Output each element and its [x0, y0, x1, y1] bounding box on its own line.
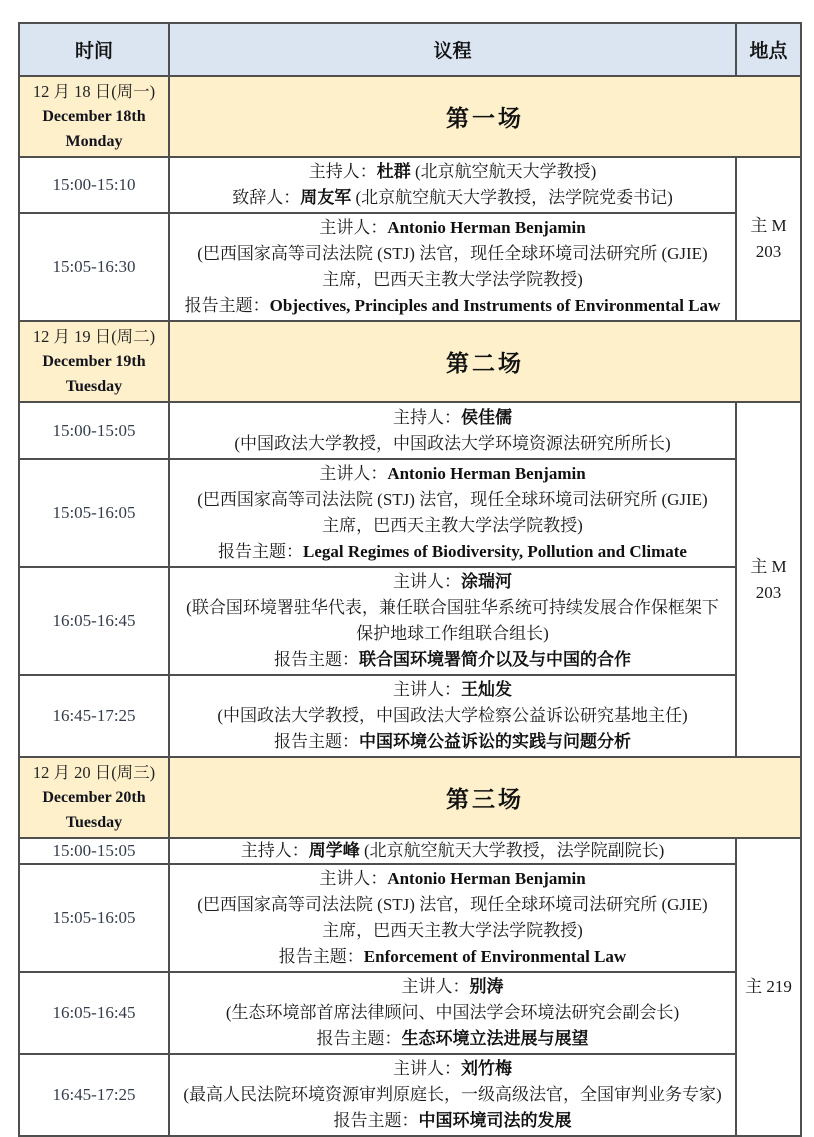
location-line: 主 219: [745, 977, 792, 996]
agenda-line: [176, 729, 729, 755]
table-row: [19, 838, 801, 864]
time-cell: 15:05-16:30: [19, 213, 169, 321]
agenda-line: [176, 1082, 729, 1108]
agenda-line: [176, 703, 729, 729]
text-segment: 报告主题：: [184, 296, 270, 315]
location-line: 203: [755, 242, 782, 261]
report-topic: 中国环境司法的发展: [418, 1111, 572, 1130]
text-segment: (北京航空航天大学教授): [410, 162, 597, 181]
location-cell: [736, 402, 801, 757]
agenda-line: [176, 1000, 729, 1026]
speaker-name: 涂瑞河: [461, 572, 512, 591]
text-segment: (联合国环境署驻华代表，兼任联合国驻华系统可持续发展合作保框架下: [186, 598, 719, 617]
time-cell: 15:00-15:05: [19, 402, 169, 459]
text-segment: 主持人：: [240, 841, 309, 860]
text-segment: (北京航空航天大学教授，法学院党委书记): [351, 188, 673, 207]
agenda-line: [176, 267, 729, 293]
text-segment: 报告主题：: [274, 650, 359, 669]
text-segment: 报告主题：: [278, 947, 364, 966]
agenda-line: [176, 185, 729, 211]
speaker-name: Antonio Herman Benjamin: [387, 218, 586, 237]
report-topic: 联合国环境署简介以及与中国的合作: [359, 650, 631, 669]
table-row: [19, 157, 801, 213]
speaker-name: 周学峰: [308, 841, 360, 860]
date-chinese: 12 月 19 日(周二): [32, 327, 156, 346]
table-row: [19, 459, 801, 567]
agenda-line: [176, 241, 729, 267]
agenda-line: [176, 974, 729, 1000]
date-english: December 19th: [42, 353, 146, 370]
date-chinese: 12 月 18 日(周一): [32, 82, 156, 101]
session-title: 第一场: [446, 106, 524, 131]
location-cell: [736, 838, 801, 1136]
agenda-cell: [169, 567, 736, 675]
report-topic: Enforcement of Environmental Law: [363, 947, 627, 966]
date-weekday: Tuesday: [65, 378, 123, 395]
agenda-line: [176, 918, 729, 944]
text-segment: 主席，巴西天主教大学法学院教授): [322, 270, 583, 289]
table-row: [19, 972, 801, 1054]
speaker-name: 王灿发: [461, 680, 512, 699]
header-row: [19, 23, 801, 76]
speaker-name: 别涛: [469, 977, 504, 996]
agenda-line: [176, 1108, 729, 1134]
date-cell: [19, 76, 169, 157]
time-cell: 16:05-16:45: [19, 972, 169, 1054]
text-segment: 保护地球工作组联合组长): [356, 624, 549, 643]
time-cell: 16:45-17:25: [19, 1054, 169, 1136]
text-segment: (最高人民法院环境资源审判原庭长，一级高级法官，全国审判业务专家): [183, 1085, 722, 1104]
agenda-line: [176, 431, 729, 457]
text-segment: (中国政法大学教授，中国政法大学检察公益诉讼研究基地主任): [217, 706, 688, 725]
time-cell: 15:00-15:05: [19, 838, 169, 864]
text-segment: 报告主题：: [316, 1029, 402, 1048]
time-cell: 16:05-16:45: [19, 567, 169, 675]
schedule-table: [18, 22, 802, 1137]
location-line: 主 M: [750, 556, 787, 576]
text-segment: 主持人：: [393, 407, 461, 427]
time-cell: 15:00-15:10: [19, 157, 169, 213]
agenda-line: [176, 215, 729, 241]
date-chinese: 12 月 20 日(周三): [32, 763, 156, 782]
agenda-line: [176, 621, 729, 647]
table-row: [19, 864, 801, 972]
agenda-line: [176, 677, 729, 703]
agenda-cell: [169, 1054, 736, 1136]
speaker-name: 周友军: [300, 188, 352, 207]
text-segment: 主讲人：: [393, 572, 461, 591]
speaker-name: Antonio Herman Benjamin: [387, 464, 586, 483]
date-cell: [19, 757, 169, 838]
agenda-cell: [169, 675, 736, 757]
agenda-cell: [169, 972, 736, 1054]
text-segment: 主讲人：: [319, 869, 388, 888]
text-segment: 主持人：: [308, 162, 377, 181]
location-cell: [736, 157, 801, 321]
text-segment: 报告主题：: [218, 542, 304, 561]
agenda-line: [176, 1026, 729, 1052]
col-header-time: 时间: [19, 23, 169, 76]
agenda-line: [176, 866, 729, 892]
text-segment: 主讲人：: [393, 1059, 461, 1078]
time-cell: 16:45-17:25: [19, 675, 169, 757]
agenda-line: [176, 461, 729, 487]
report-topic: 生态环境立法进展与展望: [401, 1029, 589, 1048]
location-line: 203: [755, 582, 782, 602]
report-topic: Legal Regimes of Biodiversity, Pollution and Climate: [303, 542, 687, 561]
session-title-cell: [169, 757, 801, 838]
text-segment: (北京航空航天大学教授，法学院副院长): [359, 841, 665, 860]
table-row: [19, 567, 801, 675]
section-header-row: [19, 757, 801, 838]
table-row: [19, 1054, 801, 1136]
text-segment: 主席，巴西天主教大学法学院教授): [322, 516, 583, 535]
text-segment: 致辞人：: [232, 188, 301, 207]
agenda-line: [176, 647, 729, 673]
session-title: 第三场: [446, 787, 524, 812]
time-cell: 15:05-16:05: [19, 459, 169, 567]
speaker-name: 侯佳儒: [461, 407, 512, 427]
date-weekday: Monday: [65, 133, 123, 150]
agenda-line: [176, 1056, 729, 1082]
report-topic: 中国环境公益诉讼的实践与问题分析: [359, 732, 631, 751]
text-segment: 报告主题：: [333, 1111, 419, 1130]
session-title-cell: [169, 321, 801, 402]
agenda-line: [176, 892, 729, 918]
agenda-line: [176, 293, 729, 319]
speaker-name: 杜群: [376, 162, 411, 181]
text-segment: (中国政法大学教授，中国政法大学环境资源法研究所所长): [234, 433, 671, 453]
table-row: [19, 213, 801, 321]
text-segment: (生态环境部首席法律顾问、中国法学会环境法研究会副会长): [225, 1003, 680, 1022]
speaker-name: 刘竹梅: [461, 1059, 512, 1078]
date-english: December 18th: [42, 108, 146, 125]
agenda-cell: [169, 157, 736, 213]
agenda-cell: [169, 864, 736, 972]
text-segment: 报告主题：: [274, 732, 359, 751]
col-header-agenda: 议程: [169, 23, 736, 76]
report-topic: Objectives, Principles and Instruments of Environmental Law: [269, 296, 721, 315]
col-header-location: 地点: [736, 23, 801, 76]
agenda-cell: [169, 213, 736, 321]
agenda-line: [176, 840, 729, 862]
agenda-line: [176, 539, 729, 565]
agenda-line: [176, 569, 729, 595]
agenda-cell: [169, 838, 736, 864]
agenda-line: [176, 944, 729, 970]
text-segment: 主讲人：: [319, 218, 388, 237]
text-segment: 主席，巴西天主教大学法学院教授): [322, 921, 583, 940]
agenda-line: [176, 487, 729, 513]
section-header-row: [19, 321, 801, 402]
text-segment: 主讲人：: [401, 977, 470, 996]
table-row: [19, 675, 801, 757]
time-cell: 15:05-16:05: [19, 864, 169, 972]
text-segment: 主讲人：: [319, 464, 388, 483]
date-english: December 20th: [42, 789, 146, 806]
location-line: 主 M: [750, 216, 787, 235]
text-segment: (巴西国家高等司法法院 (STJ) 法官，现任全球环境司法研究所 (GJIE): [197, 490, 708, 509]
agenda-cell: [169, 402, 736, 459]
date-weekday: Tuesday: [65, 814, 123, 831]
section-header-row: [19, 76, 801, 157]
session-title-cell: [169, 76, 801, 157]
agenda-line: [176, 405, 729, 431]
agenda-line: [176, 513, 729, 539]
session-title: 第二场: [446, 351, 524, 376]
agenda-cell: [169, 459, 736, 567]
speaker-name: Antonio Herman Benjamin: [387, 869, 586, 888]
table-row: [19, 402, 801, 459]
agenda-line: [176, 159, 729, 185]
text-segment: (巴西国家高等司法法院 (STJ) 法官，现任全球环境司法研究所 (GJIE): [197, 244, 708, 263]
text-segment: 主讲人：: [393, 680, 461, 699]
agenda-line: [176, 595, 729, 621]
date-cell: [19, 321, 169, 402]
text-segment: (巴西国家高等司法法院 (STJ) 法官，现任全球环境司法研究所 (GJIE): [197, 895, 708, 914]
